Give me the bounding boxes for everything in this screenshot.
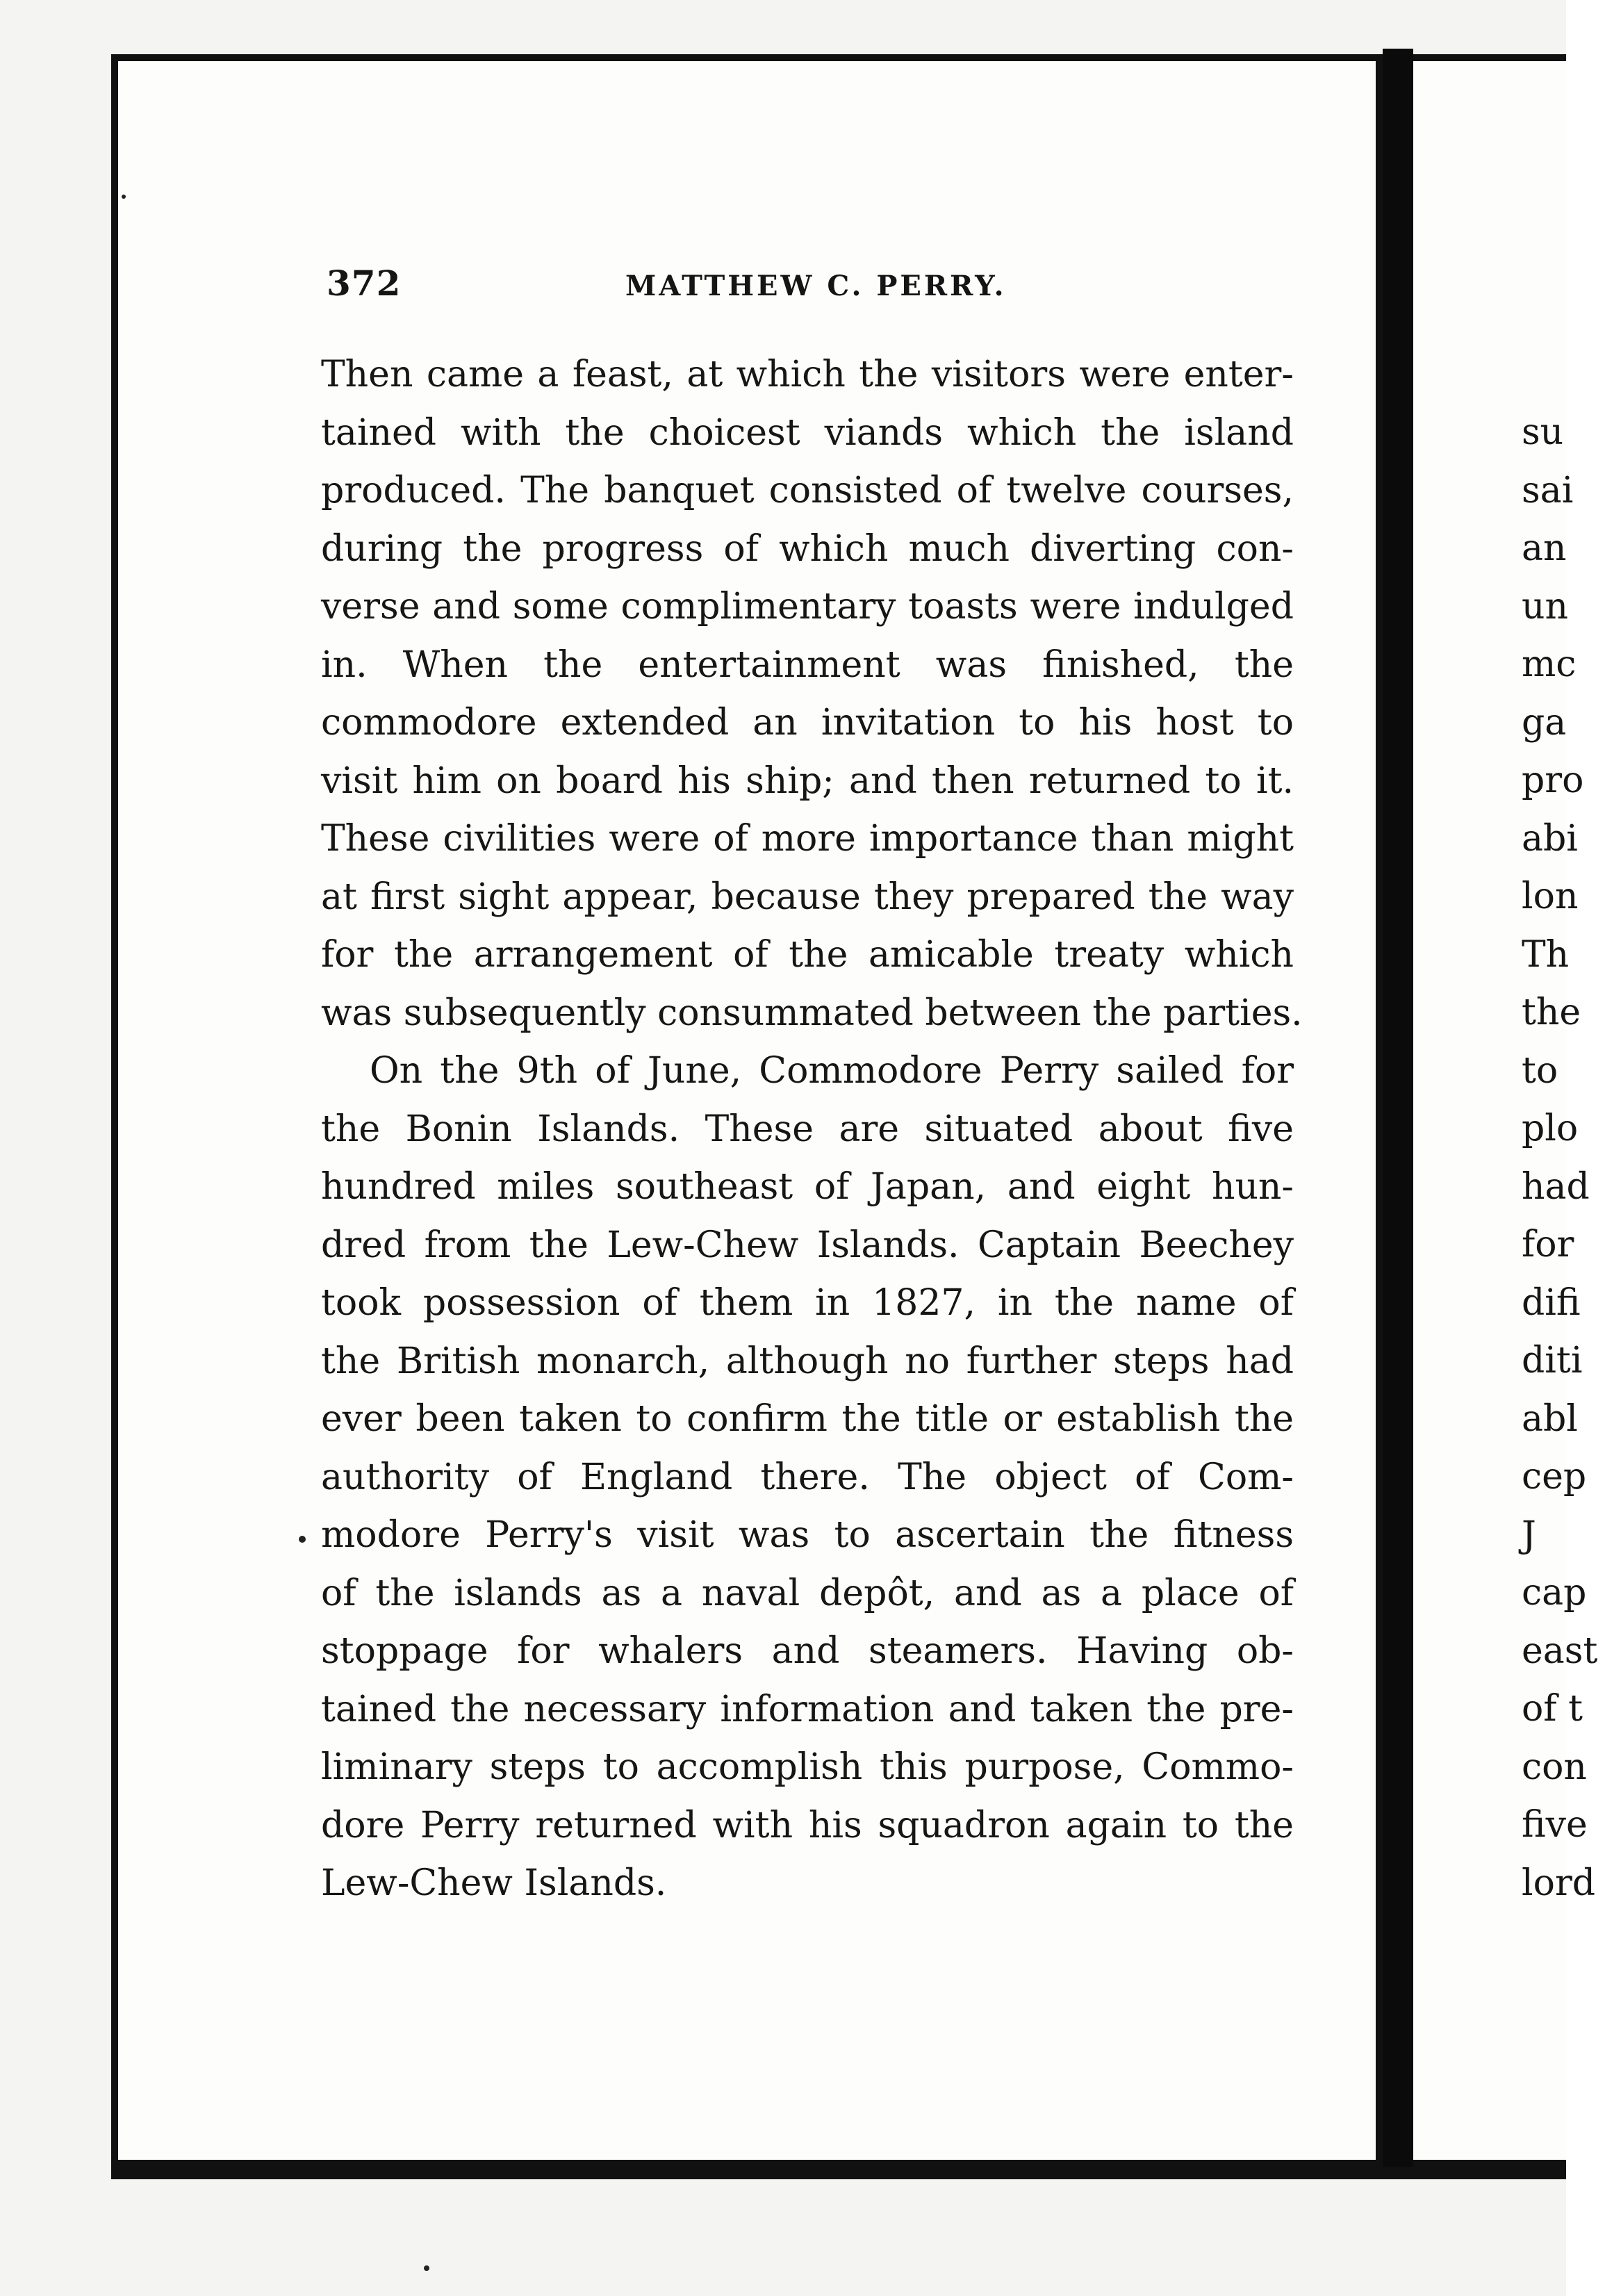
facing-line: abi: [1522, 817, 1578, 860]
text-line: commodore extended an invitation to his host to: [321, 702, 1294, 744]
text-line: tained with the choicest viands which the island: [321, 411, 1294, 454]
page-bottom-edge: [111, 2167, 1566, 2179]
facing-line: abl: [1522, 1397, 1578, 1440]
facing-line: for: [1522, 1224, 1574, 1265]
text-line: for the arrangement of the amicable treaty which: [321, 934, 1294, 976]
ink-speck: [424, 2265, 429, 2271]
facing-line: lord: [1522, 1862, 1596, 1904]
text-line: hundred miles southeast of Japan, and eight hun-: [321, 1166, 1294, 1208]
text-line: during the progress of which much diverting con-: [321, 527, 1294, 570]
facing-line: the: [1522, 992, 1581, 1033]
text-line: These civilities were of more importance than might: [321, 818, 1294, 860]
facing-line: cap: [1522, 1572, 1587, 1614]
facing-line: ga: [1522, 701, 1567, 744]
facing-line: difi: [1522, 1281, 1581, 1324]
text-line: ever been taken to confirm the title or establish the: [321, 1398, 1294, 1440]
text-line: the Bonin Islands. These are situated about five: [321, 1108, 1294, 1150]
text-line: dore Perry returned with his squadron again to the: [321, 1804, 1294, 1846]
text-line: verse and some complimentary toasts were indulged: [321, 586, 1294, 628]
text-line: took possession of them in 1827, in the name of: [321, 1282, 1294, 1324]
facing-line: Th: [1522, 933, 1570, 976]
facing-page-fragments: [1522, 346, 1605, 1912]
text-line: liminary steps to accomplish this purpose, Commo-: [321, 1746, 1294, 1788]
facing-line: mc: [1522, 643, 1577, 685]
text-line: of the islands as a naval depôt, and as a place of: [321, 1572, 1294, 1614]
text-line: modore Perry's visit was to ascertain the fitness: [321, 1514, 1294, 1556]
text-line: On the 9th of June, Commodore Perry sailed for: [370, 1050, 1294, 1092]
page-body-text: [321, 346, 1303, 1913]
text-line: the British monarch, although no further steps had: [321, 1340, 1294, 1382]
facing-line: lon: [1522, 876, 1579, 917]
facing-line: J: [1522, 1514, 1536, 1556]
text-line: visit him on board his ship; and then returned to it.: [321, 760, 1294, 802]
ink-speck: [122, 195, 126, 199]
book-gutter: [1383, 49, 1413, 2168]
running-head: [327, 263, 1292, 311]
facing-line: diti: [1522, 1340, 1583, 1381]
page-number: 372: [327, 263, 402, 304]
facing-line: an: [1522, 527, 1567, 569]
text-line: authority of England there. The object of Com-: [321, 1456, 1294, 1498]
facing-line: su: [1522, 411, 1564, 453]
text-line: produced. The banquet consisted of twelve courses,: [321, 470, 1294, 511]
facing-line: sai: [1522, 469, 1574, 511]
facing-line: pro: [1522, 760, 1584, 801]
facing-line: east: [1522, 1630, 1598, 1672]
facing-line: to: [1522, 1049, 1558, 1092]
text-line: tained the necessary information and taken the pre-: [321, 1688, 1294, 1730]
facing-line: of t: [1522, 1688, 1583, 1730]
text-line: stoppage for whalers and steamers. Having ob-: [321, 1630, 1294, 1672]
text-line: dred from the Lew-Chew Islands. Captain Beechey: [321, 1224, 1294, 1266]
facing-line: con: [1522, 1746, 1587, 1788]
text-line: in. When the entertainment was finished, the: [321, 643, 1294, 686]
facing-line: un: [1522, 585, 1568, 628]
text-line: Then came a feast, at which the visitors were enter-: [321, 354, 1294, 395]
facing-line: plo: [1522, 1108, 1579, 1149]
text-line: at first sight appear, because they prepared the way: [321, 876, 1294, 918]
ink-speck: [299, 1536, 306, 1543]
text-line: Lew-Chew Islands.: [321, 1862, 667, 1904]
running-title: MATTHEW C. PERRY.: [625, 270, 1007, 302]
facing-line: cep: [1522, 1456, 1587, 1498]
text-line: was subsequently consummated between the parties.: [321, 992, 1303, 1034]
facing-line: had: [1522, 1165, 1590, 1208]
facing-line: five: [1522, 1804, 1588, 1846]
